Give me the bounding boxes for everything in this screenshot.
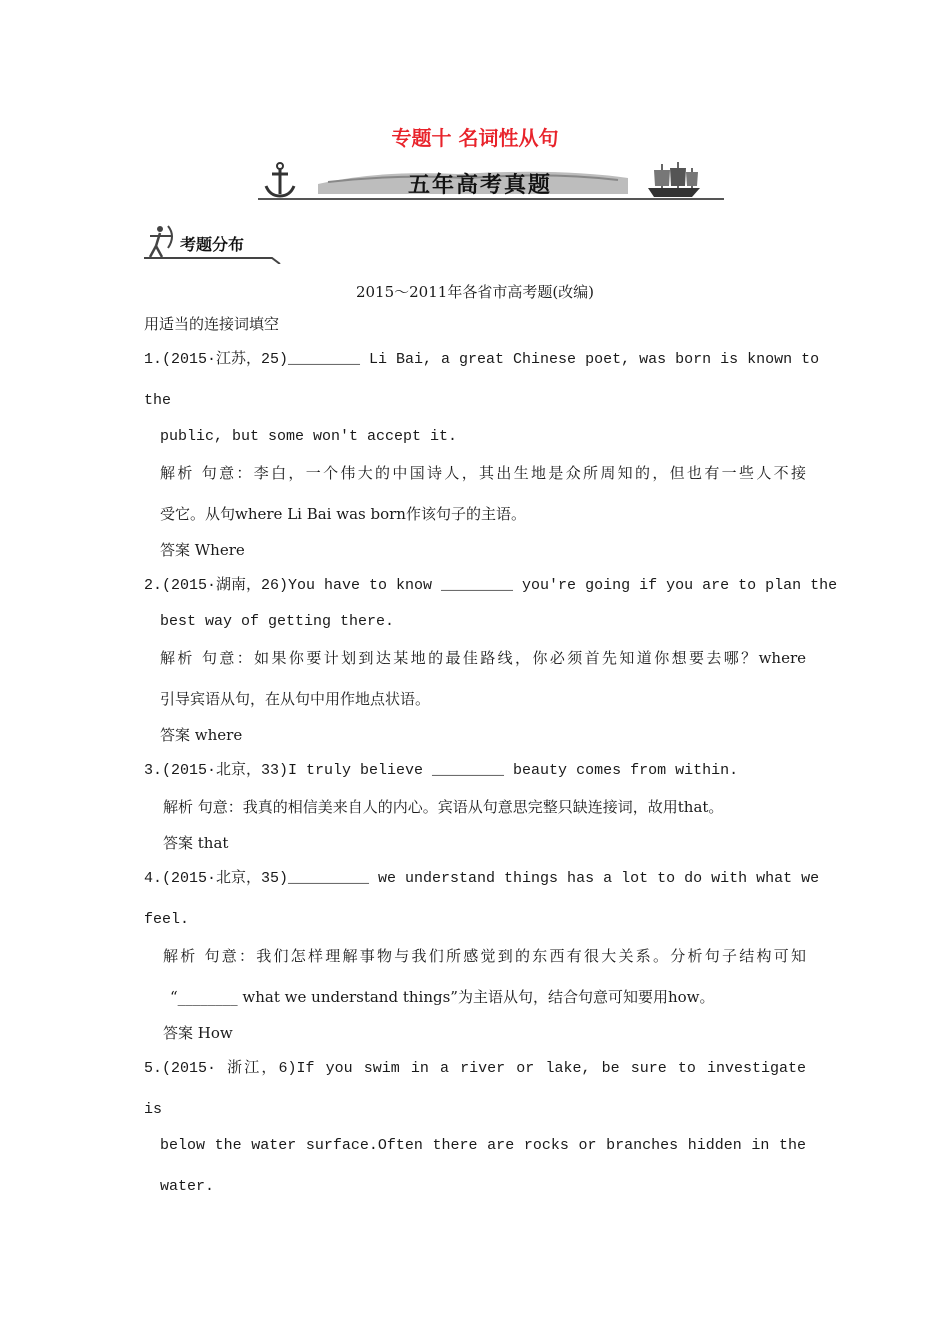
section-title: 考题分布 <box>180 235 245 254</box>
question-4-analysis: 解析 句意：我们怎样理解事物与我们所感觉到的东西有很大关系。分析句子结构可知 <box>163 947 806 965</box>
question-1-answer: 答案 Where <box>160 541 245 559</box>
question-5-line-4: water. <box>160 1178 215 1195</box>
question-2-analysis: 解析 句意：如果你要计划到达某地的最佳路线，你必须首先知道你想要去哪？where <box>160 649 806 667</box>
question-1-analysis-cont: 受它。从句where Li Bai was born作该句子的主语。 <box>160 505 526 523</box>
question-5-line-2: is <box>144 1101 163 1118</box>
question-1-line-3: public, but some won't accept it. <box>160 428 458 445</box>
question-4-line-2: feel. <box>144 911 190 928</box>
question-1-analysis: 解析 句意：李白，一个伟大的中国诗人，其出生地是众所周知的，但也有一些人不接 <box>160 464 806 482</box>
page-title: 专题十 名词性从句 <box>391 126 559 150</box>
anchor-icon <box>262 162 298 200</box>
ship-icon <box>642 160 706 200</box>
banner-title: 五年高考真题 <box>407 173 552 198</box>
question-4-answer: 答案 How <box>163 1024 233 1042</box>
question-1-line-2: the <box>144 392 172 409</box>
question-4-analysis-cont: “________ what we understand things”为主语从句，结合句意可知要用how。 <box>170 988 715 1006</box>
subtitle: 2015～2011年各省市高考题(改编) <box>355 283 595 301</box>
instruction: 用适当的连接词填空 <box>144 315 280 333</box>
section-heading <box>144 224 284 264</box>
question-2-analysis-cont: 引导宾语从句，在从句中用作地点状语。 <box>160 690 431 708</box>
question-4-line-1: 4.(2015·北京，35)_________ we understand things has a lot to do with what we <box>144 870 820 887</box>
question-2-answer: 答案 where <box>160 726 243 744</box>
question-1-line-1: 1.(2015·江苏，25)________ Li Bai, a great Chinese poet, was born is known to <box>144 351 820 368</box>
title-banner <box>258 160 724 202</box>
question-2-line-2: best way of getting there. <box>160 613 395 630</box>
question-3-line-1: 3.(2015·北京，33)I truly believe ________ beauty comes from within. <box>144 762 739 779</box>
question-3-answer: 答案 that <box>163 834 229 852</box>
question-5-line-3: below the water surface.Often there are rocks or branches hidden in the <box>160 1137 806 1154</box>
question-5-line-1: 5.(2015· 浙江，6)If you swim in a river or lake, be sure to investigate <box>144 1060 806 1077</box>
question-2-line-1: 2.(2015·湖南，26)You have to know ________ you're going if you are to plan the <box>144 577 838 594</box>
question-3-analysis: 解析 句意：我真的相信美来自人的内心。宾语从句意思完整只缺连接词，故用that。 <box>163 798 724 816</box>
archer-icon <box>146 224 176 260</box>
